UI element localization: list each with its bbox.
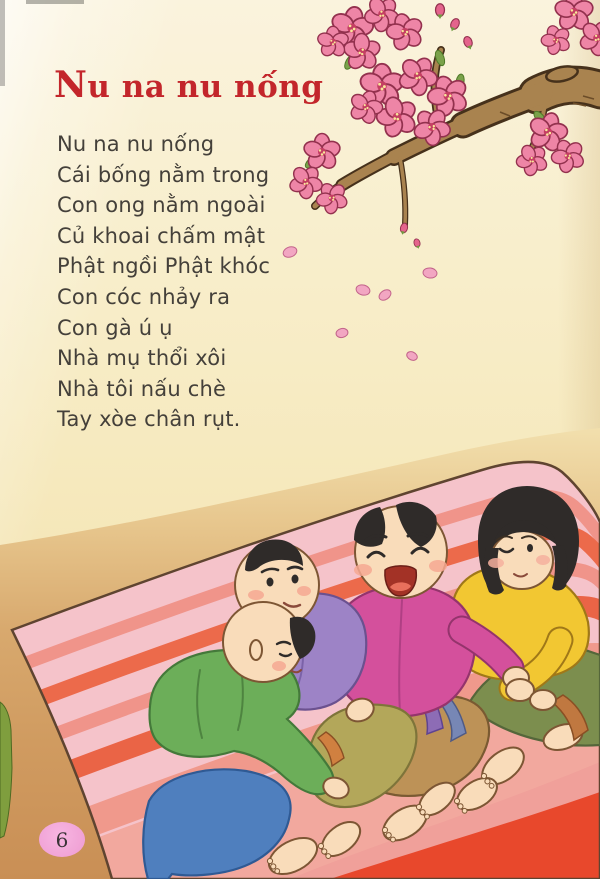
poem-line: Cái bống nằm trong: [57, 162, 270, 187]
poem-line: Con gà ú ụ: [57, 315, 173, 340]
poem-line: Nhà tôi nấu chè: [57, 376, 227, 401]
poem-line: Con cóc nhảy ra: [57, 284, 231, 309]
peach-blossom-branch: [281, 0, 600, 250]
blossom-flowers: [281, 0, 600, 250]
poem-line: Củ khoai chấm mật: [57, 223, 266, 248]
scan-artifact-left: [0, 0, 5, 86]
scan-artifact-top: [26, 0, 84, 4]
poem-line: Nu na nu nống: [57, 132, 215, 156]
poem-line: Nhà mụ thổi xôi: [57, 346, 227, 371]
falling-petals: [282, 245, 438, 362]
poem: [57, 129, 270, 435]
poem-line: Con ong nằm ngoài: [57, 193, 266, 218]
page-title: Nu na nu nống: [54, 64, 324, 106]
page-number: 6: [55, 827, 69, 852]
page-number-badge: [39, 822, 85, 857]
poem-line: Tay xòe chân rụt.: [57, 407, 241, 432]
poem-line: Phật ngồi Phật khóc: [57, 254, 271, 279]
